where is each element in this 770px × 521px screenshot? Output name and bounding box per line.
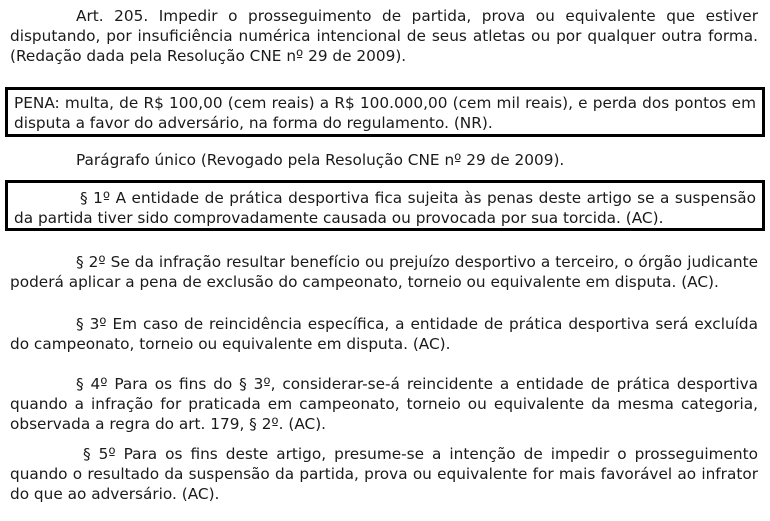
paragraph-1-box — [5, 180, 765, 231]
paragrafo-unico: Parágrafo único (Revogado pela Resolução CNE nº 29 de 2009). — [76, 151, 565, 169]
pena-box — [5, 87, 765, 137]
paragraph-4: § 4º Para os fins do § 3º, considerar-se-á reincidente a entidade de prática desportiva quando a infração for praticada em campeonato, torneio ou equivalente da mesma categoria, observada a regra do art. 179, § 2º. (AC). — [10, 375, 758, 433]
paragraph-1: § 1º A entidade de prática desportiva fica sujeita às penas deste artigo se a suspensão da partida tiver sido comprovadamente causada ou provocada por sua torcida. (AC). — [14, 189, 756, 227]
paragraph-5: § 5º Para os fins deste artigo, presume-se a intenção de impedir o prosseguimento quando o resultado da suspensão da partida, prova ou equivalente for mais favorável ao infrator do que ao adversário. (AC). — [10, 445, 758, 503]
art-205-paragraph: Art. 205. Impedir o prosseguimento de partida, prova ou equivalente que estiver disputando, por insuficiência numérica intencional de seus atletas ou por qualquer outra forma. (Redação dada pela Resolução CNE nº 29 de 2009). — [10, 7, 758, 65]
paragraph-2: § 2º Se da infração resultar benefício ou prejuízo desportivo a terceiro, o órgão judicante poderá aplicar a pena de exclusão do campeonato, torneio ou equivalente em disputa. (AC). — [10, 253, 758, 291]
pena-paragraph: PENA: multa, de R$ 100,00 (cem reais) a R$ 100.000,00 (cem mil reais), e perda dos pontos em disputa a favor do adversário, na forma do regulamento. (NR). — [14, 94, 756, 132]
paragraph-3: § 3º Em caso de reincidência específica, a entidade de prática desportiva será excluída do campeonato, torneio ou equivalente em disputa. (AC). — [10, 315, 758, 353]
